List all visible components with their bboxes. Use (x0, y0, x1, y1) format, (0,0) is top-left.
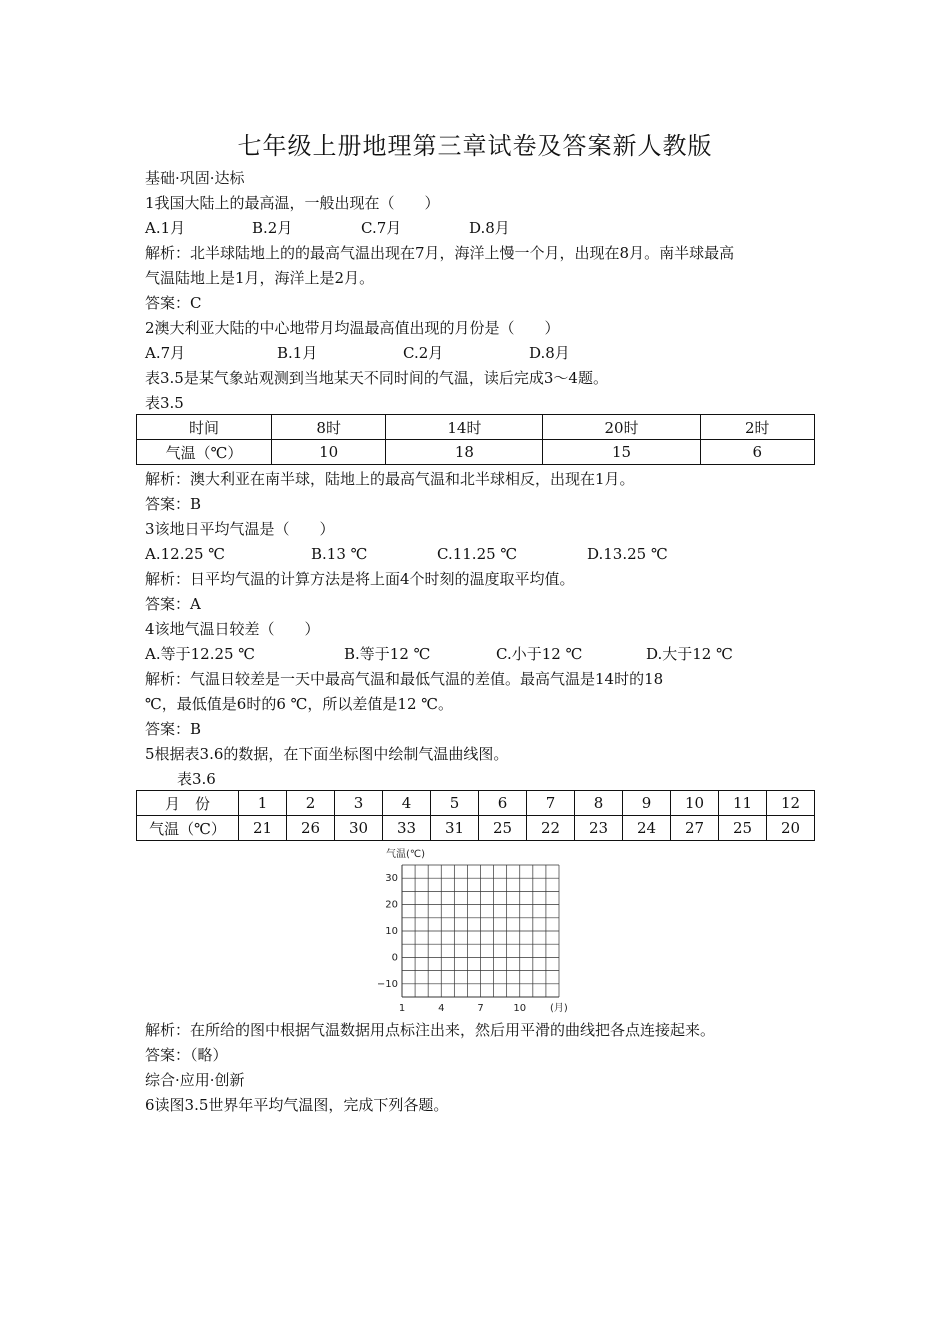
q1-analysis-line1: 解析：北半球陆地上的的最高气温出现在7月，海洋上慢一个月，出现在8月。南半球最高 (145, 244, 735, 262)
blank-temperature-chart (378, 845, 578, 1015)
q4-option-a: A.等于12.25 ℃ (145, 645, 256, 663)
table-cell: 25 (479, 816, 527, 841)
table-cell: 23 (575, 816, 623, 841)
table-cell: 18 (386, 440, 543, 465)
q4-stem: 4该地气温日较差（ ） (145, 620, 320, 638)
table36-caption: 表3.6 (177, 770, 216, 788)
chart-y-tick-label: 0 (391, 952, 398, 964)
table-cell: 20 (767, 816, 815, 841)
q5-stem: 5根据表3.6的数据，在下面坐标图中绘制气温曲线图。 (145, 745, 509, 763)
q4-answer: 答案：B (145, 720, 202, 738)
q2-option-a: A.7月 (145, 344, 186, 362)
table-cell: 6 (700, 440, 814, 465)
table-cell: 24 (623, 816, 671, 841)
q3-option-b: B.13 ℃ (311, 545, 368, 563)
q1-analysis-line2: 气温陆地上是1月，海洋上是2月。 (145, 269, 375, 287)
table-cell: 9 (623, 791, 671, 816)
q5-answer: 答案：（略） (145, 1046, 228, 1064)
table-cell: 10 (671, 791, 719, 816)
table-cell: 4 (383, 791, 431, 816)
table-cell: 10 (272, 440, 386, 465)
table-cell: 20时 (543, 415, 700, 440)
q1-answer: 答案：C (145, 294, 202, 312)
chart-y-ticks (378, 873, 398, 990)
table-cell: 31 (431, 816, 479, 841)
chart-y-tick-label: −10 (378, 978, 398, 990)
q2-stem: 2澳大利亚大陆的中心地带月均温最高值出现的月份是（ ） (145, 319, 560, 337)
table-cell: 33 (383, 816, 431, 841)
chart-x-ticks (399, 1003, 526, 1014)
q1-option-b: B.2月 (252, 219, 293, 237)
q4-option-d: D.大于12 ℃ (646, 645, 733, 663)
q4-options (145, 644, 733, 664)
table-cell: 2 (287, 791, 335, 816)
section-heading-basic: 基础·巩固·达标 (145, 169, 245, 187)
table-row (137, 440, 815, 465)
section-heading-applied: 综合·应用·创新 (145, 1071, 245, 1089)
table-cell: 27 (671, 816, 719, 841)
chart-svg (378, 845, 578, 1015)
chart-x-tick-label: 1 (398, 1003, 406, 1014)
table-cell: 14时 (386, 415, 543, 440)
q4-option-c: C.小于12 ℃ (496, 645, 583, 663)
q4-analysis-line1: 解析：气温日较差是一天中最高气温和最低气温的差值。最高气温是14时的18 (145, 670, 664, 688)
table-cell: 7 (527, 791, 575, 816)
table-cell: 15 (543, 440, 700, 465)
table-cell: 8时 (272, 415, 386, 440)
q3-option-a: A.12.25 ℃ (145, 545, 226, 563)
q1-option-d: D.8月 (469, 219, 510, 237)
q2-option-d: D.8月 (529, 344, 570, 362)
table-cell: 时间 (137, 415, 272, 440)
table-cell: 气温（℃） (137, 816, 239, 841)
q3-stem: 3该地日平均气温是（ ） (145, 520, 335, 538)
q1-option-c: C.7月 (361, 219, 402, 237)
page-title: 七年级上册地理第三章试卷及答案新人教版 (237, 132, 713, 160)
table-cell: 30 (335, 816, 383, 841)
table-cell: 2时 (700, 415, 814, 440)
q2-analysis: 解析：澳大利亚在南半球，陆地上的最高气温和北半球相反，出现在1月。 (145, 470, 635, 488)
table35-intro: 表3.5是某气象站观测到当地某天不同时间的气温，读后完成3～4题。 (145, 369, 608, 387)
q1-option-a: A.1月 (145, 219, 186, 237)
table-cell: 3 (335, 791, 383, 816)
q4-option-b: B.等于12 ℃ (344, 645, 431, 663)
q3-answer: 答案：A (145, 595, 201, 613)
q4-analysis-line2: ℃，最低值是6时的6 ℃，所以差值是12 ℃。 (145, 695, 454, 713)
table-cell: 气温（℃） (137, 440, 272, 465)
q5-analysis: 解析：在所给的图中根据气温数据用点标注出来，然后用平滑的曲线把各点连接起来。 (145, 1021, 716, 1039)
q6-stem: 6读图3.5世界年平均气温图，完成下列各题。 (145, 1096, 449, 1114)
table-cell: 5 (431, 791, 479, 816)
q3-option-d: D.13.25 ℃ (587, 545, 668, 563)
table-cell: 22 (527, 816, 575, 841)
q2-options (145, 343, 570, 363)
chart-grid (402, 865, 559, 997)
table-cell: 26 (287, 816, 335, 841)
chart-x-tick-label: 10 (513, 1003, 527, 1014)
table-cell: 25 (719, 816, 767, 841)
table-cell: 12 (767, 791, 815, 816)
chart-y-axis-label: 气温(℃) (386, 849, 426, 860)
table-3-6 (136, 790, 815, 841)
q3-options (145, 544, 668, 564)
q1-stem: 1我国大陆上的最高温，一般出现在（ ） (145, 194, 440, 212)
chart-x-axis-label: (月) (550, 1003, 568, 1014)
chart-x-tick-label: 7 (477, 1003, 484, 1014)
table35-caption: 表3.5 (145, 394, 184, 412)
q2-option-b: B.1月 (277, 344, 318, 362)
q1-options (145, 218, 510, 238)
table-3-5 (136, 414, 815, 465)
chart-y-tick-label: 10 (385, 926, 398, 937)
table-row (137, 791, 815, 816)
table-cell: 11 (719, 791, 767, 816)
q2-option-c: C.2月 (403, 344, 444, 362)
table-cell: 6 (479, 791, 527, 816)
table-row (137, 415, 815, 440)
table-cell: 8 (575, 791, 623, 816)
q2-answer: 答案：B (145, 495, 202, 513)
q3-option-c: C.11.25 ℃ (437, 545, 518, 563)
chart-y-tick-label: 30 (385, 873, 398, 885)
chart-y-tick-label: 20 (385, 899, 398, 911)
chart-x-tick-label: 4 (438, 1003, 445, 1014)
table-cell: 21 (239, 816, 287, 841)
q3-analysis: 解析：日平均气温的计算方法是将上面4个时刻的温度取平均值。 (145, 570, 575, 588)
table-cell: 1 (239, 791, 287, 816)
table-row (137, 816, 815, 841)
table-cell: 月 份 (137, 791, 239, 816)
